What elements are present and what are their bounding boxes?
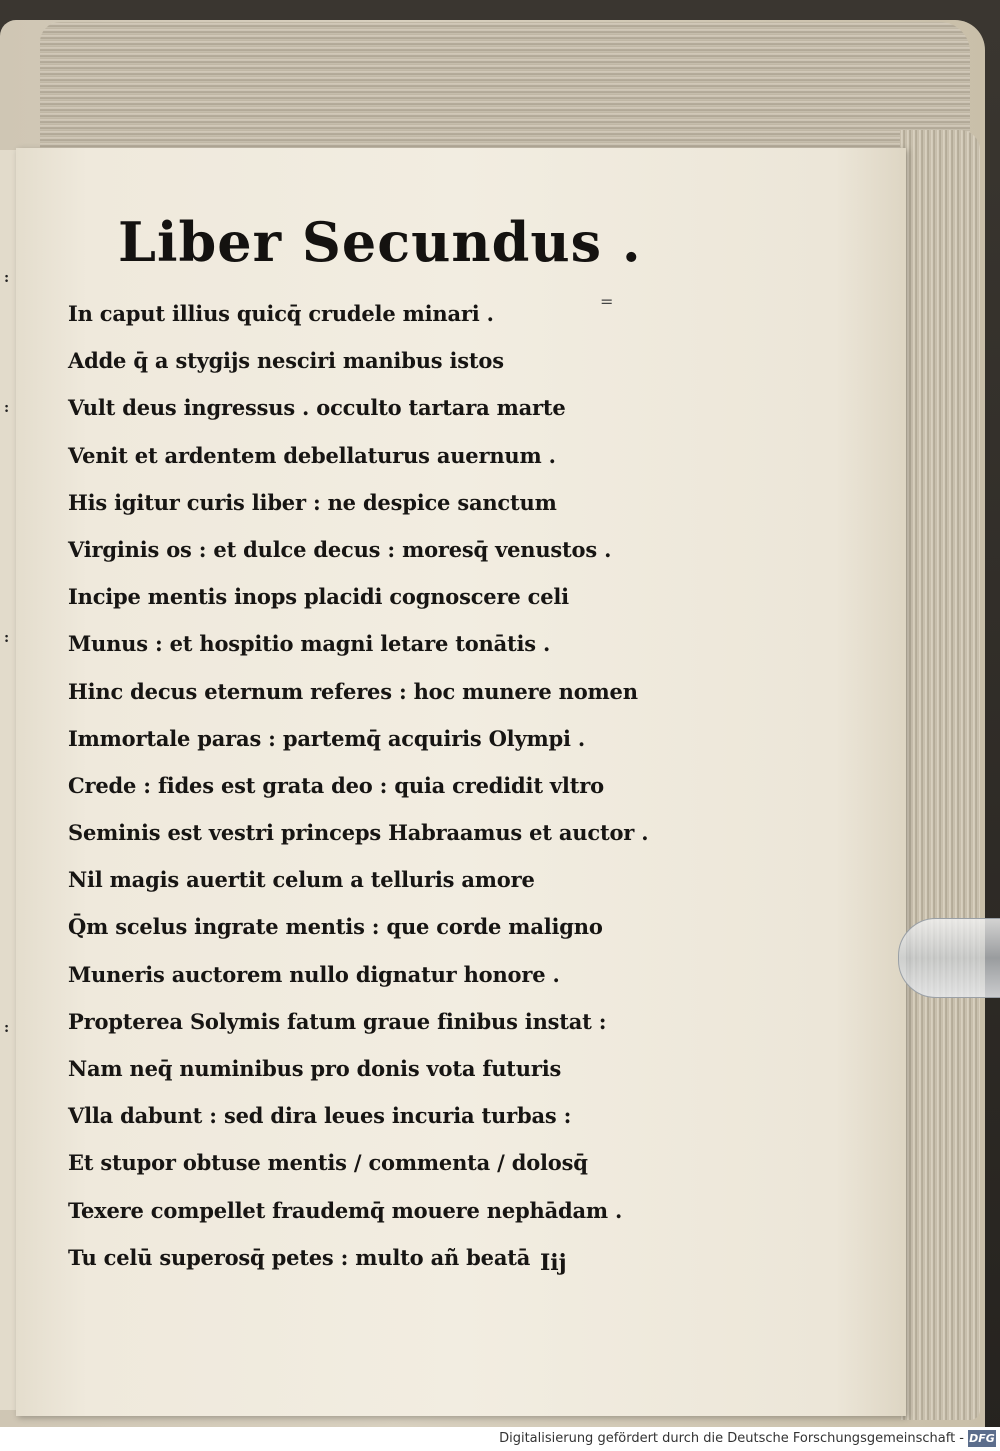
verse-line: Et stupor obtuse mentis / commenta / dolosq̄ — [68, 1150, 588, 1176]
facing-page-mark: : — [4, 630, 10, 646]
page-edges-right — [900, 130, 980, 1420]
facing-page-mark: : — [4, 270, 10, 286]
verse-line: Virginis os : et dulce decus : moresq̄ venustos . — [68, 536, 612, 562]
footer-bar — [0, 1427, 1000, 1451]
verse-line: Hinc decus eternum referes : hoc munere nomen — [68, 678, 638, 704]
verse-block — [68, 290, 649, 1281]
verse-line: Tu celū superosq̄ petes : multo añ beatā — [68, 1244, 531, 1270]
verse-line: Nil magis auertit celum a telluris amore — [68, 867, 535, 893]
verse-line: Texere compellet fraudemq̄ mouere nephādam . — [68, 1197, 623, 1223]
verse-line: In caput illius quicq̄ crudele minari . — [68, 301, 494, 326]
verse-line: Vlla dabunt : sed dira leues incuria turbas : — [68, 1103, 572, 1129]
verse-line: Muneris auctorem nullo dignatur honore . — [68, 961, 560, 987]
facing-page-mark: : — [4, 400, 10, 416]
verse-line: Propterea Solymis fatum graue finibus instat : — [68, 1008, 607, 1034]
verse-line: Adde q̄ a stygijs nesciri manibus istos — [68, 348, 504, 374]
verse-line: Q̄m scelus ingrate mentis : que corde maligno — [68, 914, 603, 940]
verse-line: Immortale paras : partemq̄ acquiris Olympi . — [68, 725, 585, 751]
verse-line: His igitur curis liber : ne despice sanctum — [68, 489, 557, 515]
facing-page-mark: : — [4, 1020, 10, 1036]
verse-line: Munus : et hospitio magni letare tonātis . — [68, 631, 551, 657]
verse-line: Vult deus ingressus . occulto tartara marte — [68, 395, 566, 421]
verse-line: Venit et ardentem debellaturus auernum . — [68, 442, 556, 468]
page-edges-top — [40, 22, 970, 150]
verse-line: Seminis est vestri princeps Habraamus et auctor . — [68, 820, 649, 846]
verse-line: Crede : fides est grata deo : quia credidit vltro — [68, 772, 604, 798]
verse-line: Nam neq̄ numinibus pro donis vota futuris — [68, 1056, 562, 1081]
dfg-logo: DFG — [969, 1432, 995, 1445]
signature-mark: Iij — [540, 1250, 567, 1276]
page-heading: Liber Secundus . — [118, 210, 642, 274]
funding-credit: Digitalisierung gefördert durch die Deutsche Forschungsgemeinschaft - — [499, 1431, 964, 1446]
book-clip — [898, 918, 1000, 998]
margin-mark: = — [600, 292, 614, 311]
verse-line: Incipe mentis inops placidi cognoscere celi — [68, 584, 569, 610]
